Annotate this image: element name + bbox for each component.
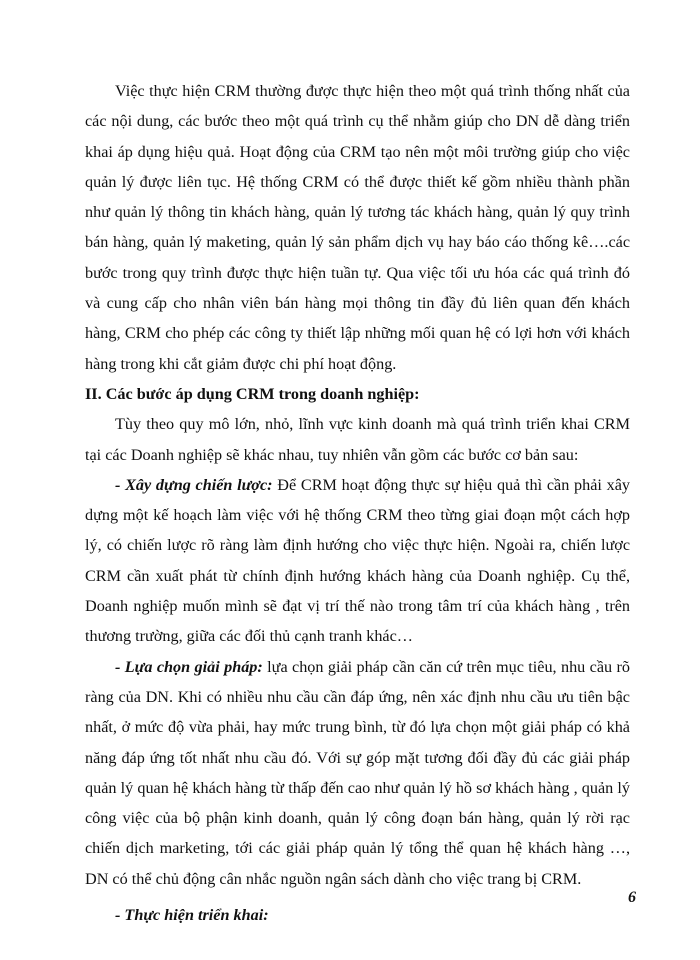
page-number: 6: [628, 889, 636, 906]
page-content: [85, 76, 630, 930]
intro-paragraph: Việc thực hiện CRM thường được thực hiện theo một quá trình thống nhất của các nội dung, các bước theo một quá trình cụ thể nhằm giúp cho DN dễ dàng triển khai áp dụng hiệu quả. Hoạt động của CRM tạo nên một môi trường giúp cho việc quản lý được liên tục. Hệ thống CRM có thể được thiết kế gồm nhiều thành phần như quản lý thông tin khách hàng, quản lý tương tác khách hàng, quản lý quy trình bán hàng, quản lý maketing, quản lý sản phẩm dịch vụ hay báo cáo thống kê….các bước trong quy trình được thực hiện tuần tự. Qua việc tối ưu hóa các quá trình đó và cung cấp cho nhân viên bán hàng mọi thông tin đầy đủ liên quan đến khách hàng, CRM cho phép các công ty thiết lập những mối quan hệ có lợi hơn với khách hàng trong khi cắt giảm được chi phí hoạt động.: [85, 82, 630, 373]
bullet-implementation: [85, 900, 630, 930]
bullet-solution-lead: - Lựa chọn giải pháp:: [115, 657, 263, 676]
bullet-strategy-text: Để CRM hoạt động thực sự hiệu quả thì cần phải xây dựng một kế hoạch làm việc với hệ thống CRM theo từng giai đoạn một cách hợp lý, có chiến lược rõ ràng làm định hướng cho việc thực hiện. Ngoài ra, chiến lược CRM cần xuất phát từ chính định hướng khách hàng của Doanh nghiệp. Cụ thể, Doanh nghiệp muốn mình sẽ đạt vị trí thế nào trong tâm trí của khách hàng , trên thương trường, giữa các đối thủ cạnh tranh khác…: [85, 475, 631, 646]
bullet-strategy: [85, 470, 630, 652]
section-heading: II. Các bước áp dụng CRM trong doanh nghiệp:: [85, 384, 420, 403]
bullet-strategy-lead: - Xây dựng chiến lược:: [115, 475, 273, 494]
bullet-solution: [85, 652, 630, 894]
section-intro-paragraph: Tùy theo quy mô lớn, nhỏ, lĩnh vực kinh doanh mà quá trình triển khai CRM tại các Doanh nghiệp sẽ khác nhau, tuy nhiên vẫn gồm các bước cơ bản sau:: [85, 415, 630, 464]
bullet-implementation-lead: - Thực hiện triển khai:: [115, 906, 269, 925]
bullet-solution-text: lựa chọn giải pháp cần căn cứ trên mục tiêu, nhu cầu rõ ràng của DN. Khi có nhiều nhu cầu cần đáp ứng, nên xác định nhu cầu ưu tiên bậc nhất, ở mức độ vừa phải, hay mức trung bình, từ đó lựa chọn một giải pháp có khả năng đáp ứng tốt nhất nhu cầu đó. Với sự góp mặt tương đối đầy đủ các giải pháp quản lý quan hệ khách hàng từ thấp đến cao như quản lý hồ sơ khách hàng , quản lý công việc của bộ phận kinh doanh, quản lý công đoạn bán hàng, quản lý rời rạc chiến dịch marketing, tới các giải pháp quản lý tổng thể quan hệ khách hàng …, DN có thể chủ động cân nhắc nguồn ngân sách dành cho việc trang bị CRM.: [85, 657, 630, 888]
